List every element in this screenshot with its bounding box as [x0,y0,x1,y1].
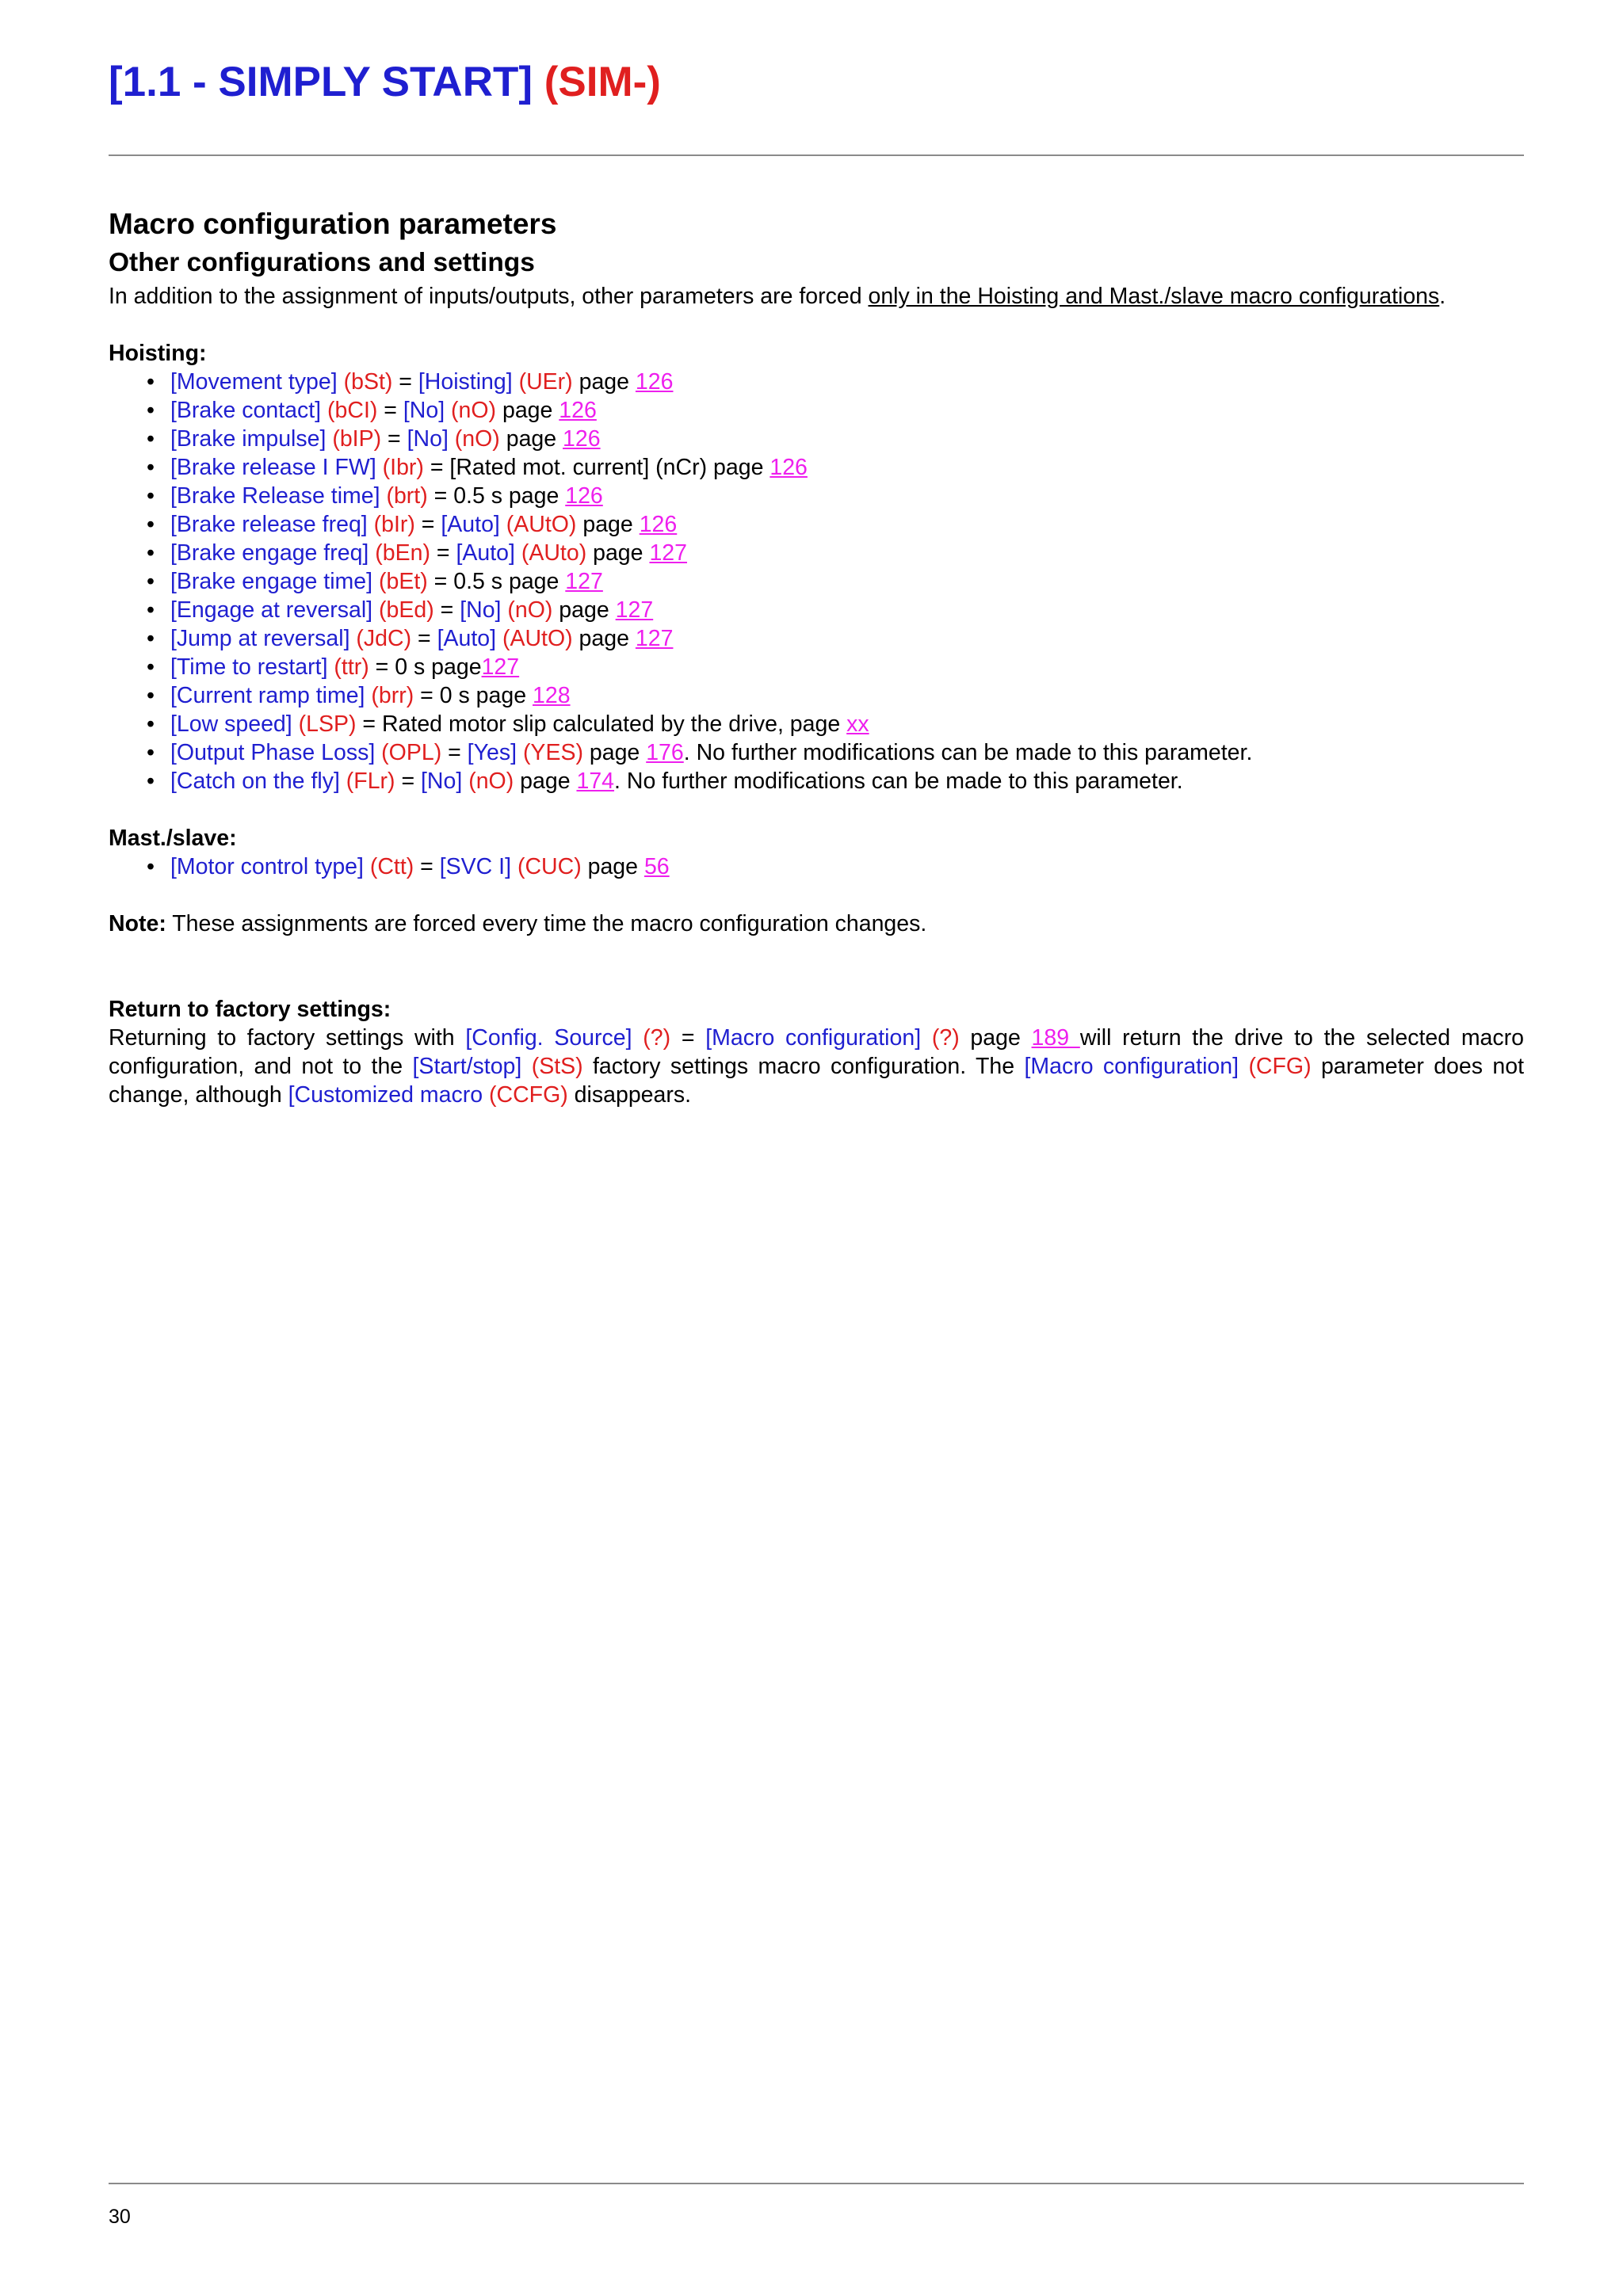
param-macro-configuration: [Macro configuration] [705,1025,922,1051]
page-link[interactable]: 56 [643,854,670,879]
page-link[interactable]: 126 [639,512,678,537]
param-code: (LSP) [298,711,357,737]
page-prefix: page [502,569,566,594]
value-name: [Hoisting] [418,369,513,395]
page-prefix: page [586,540,650,566]
mast-slave-list [109,852,1524,881]
param-code: (bIr) [373,512,415,537]
title-menu-code: (SIM-) [544,59,661,105]
page-link[interactable]: 126 [563,426,601,452]
equals-sign: = [392,369,418,395]
value-text: Rated motor slip calculated by the drive, [381,711,784,737]
equals-sign: = [395,769,422,794]
value-text: 0.5 s [453,569,503,594]
page-link[interactable]: 127 [481,654,520,680]
param-code: (JdC) [356,626,412,651]
list-item [147,681,1524,710]
equals-sign: = [381,426,407,452]
spacer [109,938,1524,967]
value-code: (AUtO) [502,626,573,651]
factory-text: disappears. [567,1082,692,1108]
page-prefix: page [572,626,636,651]
param-name: [Engage at reversal] [170,597,373,623]
param-code: (ttr) [334,654,369,680]
list-item [147,482,1524,510]
value-name: [Auto] [437,626,497,651]
hoisting-list [109,368,1524,795]
equals-sign: = [427,569,454,594]
value-text: 0 s [395,654,426,680]
note-text: These assignments are forced every time the macro configuration changes. [166,911,927,936]
value-code: (AUtO) [506,512,577,537]
hoisting-label: Hoisting: [109,341,207,366]
list-item [147,710,1524,738]
footer-divider [109,2183,1524,2184]
equals-sign: = [411,626,437,651]
param-name: [Movement type] [170,369,338,395]
code-macro-configuration: (?) [931,1025,960,1051]
list-item [147,453,1524,482]
param-code: (Ctt) [369,854,414,879]
equals-sign: = [427,483,454,509]
intro-emphasis: only in the Hoisting and Mast./slave macro configurations [868,284,1440,309]
page-link[interactable]: 126 [559,398,597,423]
list-item [147,539,1524,567]
value-code: (YES) [522,740,583,765]
equals-sign: = [423,455,450,480]
intro-text: In addition to the assignment of inputs/outputs, other parameters are forced [109,284,869,309]
value-code: (nO) [507,597,553,623]
note-label: Note: [109,911,166,936]
page-prefix: page [514,769,577,794]
page-prefix: page [572,369,636,395]
mast-slave-label: Mast./slave: [109,826,237,851]
value-name: [No] [407,426,449,452]
page-link[interactable]: 189 [1031,1025,1080,1051]
list-item [147,368,1524,396]
param-config-source: [Config. Source] [465,1025,632,1051]
equals-sign: = [433,597,460,623]
page-link[interactable]: 127 [565,569,603,594]
factory-text: parameter does not change, although [109,1054,1524,1108]
value-text: [Rated mot. current] (nCr) [449,455,708,480]
param-name: [Jump at reversal] [170,626,350,651]
param-code: (bEt) [379,569,428,594]
code-ccfg: (CCFG) [489,1082,568,1108]
page-prefix: page [576,512,640,537]
page-number: 30 [109,2206,131,2228]
factory-text: factory settings macro configuration. The [582,1054,1025,1079]
spacer [109,311,1524,339]
param-code: (bCI) [327,398,378,423]
list-item [147,653,1524,681]
page-link[interactable]: 126 [635,369,674,395]
equals-sign: = [356,711,382,737]
param-code: (bEd) [379,597,434,623]
content [109,204,1524,1109]
page-prefix: page [581,854,644,879]
trailing-text: . No further modifications can be made to this parameter. [683,740,1253,765]
trailing-text: . No further modifications can be made to this parameter. [614,769,1183,794]
page-prefix: page [582,740,647,765]
equals-sign: = [414,683,440,708]
page-link[interactable]: 176 [646,740,684,765]
value-code: (AUto) [521,540,587,566]
param-code: (Ibr) [382,455,424,480]
value-code: (nO) [468,769,514,794]
param-customized-macro: [Customized macro [288,1082,483,1108]
page-prefix: page [707,455,770,480]
equals-sign: = [430,540,456,566]
list-item [147,767,1524,795]
value-code: (UEr) [518,369,573,395]
param-start-stop: [Start/stop] [412,1054,522,1079]
title-menu-name: [1.1 - SIMPLY START] [109,59,533,105]
factory-text: = [670,1025,706,1051]
factory-text: will return the drive to the selected macro configuration, and not to the [109,1025,1524,1079]
list-item [147,596,1524,624]
list-item [147,396,1524,425]
param-code: (brr) [371,683,414,708]
value-name: [Auto] [441,512,500,537]
factory-label: Return to factory settings: [109,997,391,1022]
intro-paragraph [109,282,1524,311]
factory-paragraph [109,1024,1524,1109]
value-code: (CUC) [517,854,582,879]
value-name: [Auto] [456,540,515,566]
param-code: (bEn) [375,540,430,566]
page-prefix: page [496,398,559,423]
note-paragraph [109,910,1524,938]
param-code: (bIP) [332,426,382,452]
page-prefix: page [425,654,482,680]
section-heading: Macro configuration parameters [109,208,557,240]
value-name: [No] [460,597,502,623]
value-code: (nO) [451,398,497,423]
list-item [147,852,1524,881]
spacer [109,881,1524,910]
param-code: (OPL) [381,740,442,765]
section-subheading: Other configurations and settings [109,248,535,277]
value-name: [SVC I] [439,854,512,879]
page-link[interactable]: 127 [635,626,674,651]
page-prefix: page [469,683,533,708]
page-link[interactable]: 128 [533,683,571,708]
param-name: [Current ramp time] [170,683,365,708]
page-link[interactable]: 126 [769,455,808,480]
equals-sign: = [377,398,403,423]
param-name: [Low speed] [170,711,292,737]
page-prefix: page [499,426,563,452]
spacer [109,967,1524,995]
code-config-source: (?) [643,1025,671,1051]
equals-sign: = [414,512,441,537]
param-name: [Brake impulse] [170,426,327,452]
param-name: [Brake Release time] [170,483,380,509]
param-name: [Brake release freq] [170,512,368,537]
param-name: [Brake engage freq] [170,540,369,566]
list-item [147,738,1524,767]
spacer [109,795,1524,824]
value-name: [Yes] [467,740,517,765]
page-link[interactable]: 127 [615,597,654,623]
list-item [147,510,1524,539]
list-item [147,425,1524,453]
equals-sign: = [441,740,468,765]
value-text: 0.5 s [453,483,502,509]
param-code: (brt) [386,483,428,509]
equals-sign: = [369,654,395,680]
list-item [147,624,1524,653]
value-code: (nO) [454,426,500,452]
param-name: [Motor control type] [170,854,364,879]
equals-sign: = [414,854,440,879]
page-prefix: page [502,483,566,509]
page-prefix: page [783,711,847,737]
page-link[interactable]: 126 [565,483,603,509]
value-name: [No] [403,398,445,423]
param-name: [Time to restart] [170,654,328,680]
intro-end: . [1439,284,1446,309]
param-macro-configuration: [Macro configuration] [1024,1054,1239,1079]
list-item [147,567,1524,596]
param-name: [Brake release I FW] [170,455,376,480]
page-prefix: page [552,597,616,623]
page-link[interactable]: xx [846,711,869,737]
code-cfg: (CFG) [1248,1054,1312,1079]
page-title [109,57,661,108]
page-link[interactable]: 127 [649,540,687,566]
factory-text: page [959,1025,1032,1051]
param-code: (bSt) [343,369,393,395]
value-text: 0 s [439,683,470,708]
param-name: [Brake contact] [170,398,322,423]
header-divider [109,154,1524,156]
param-code: (FLr) [346,769,395,794]
param-name: [Output Phase Loss] [170,740,376,765]
code-start-stop: (StS) [531,1054,583,1079]
factory-text: Returning to factory settings with [109,1025,466,1051]
value-name: [No] [421,769,463,794]
param-name: [Brake engage time] [170,569,373,594]
param-name: [Catch on the fly] [170,769,340,794]
page-link[interactable]: 174 [576,769,615,794]
